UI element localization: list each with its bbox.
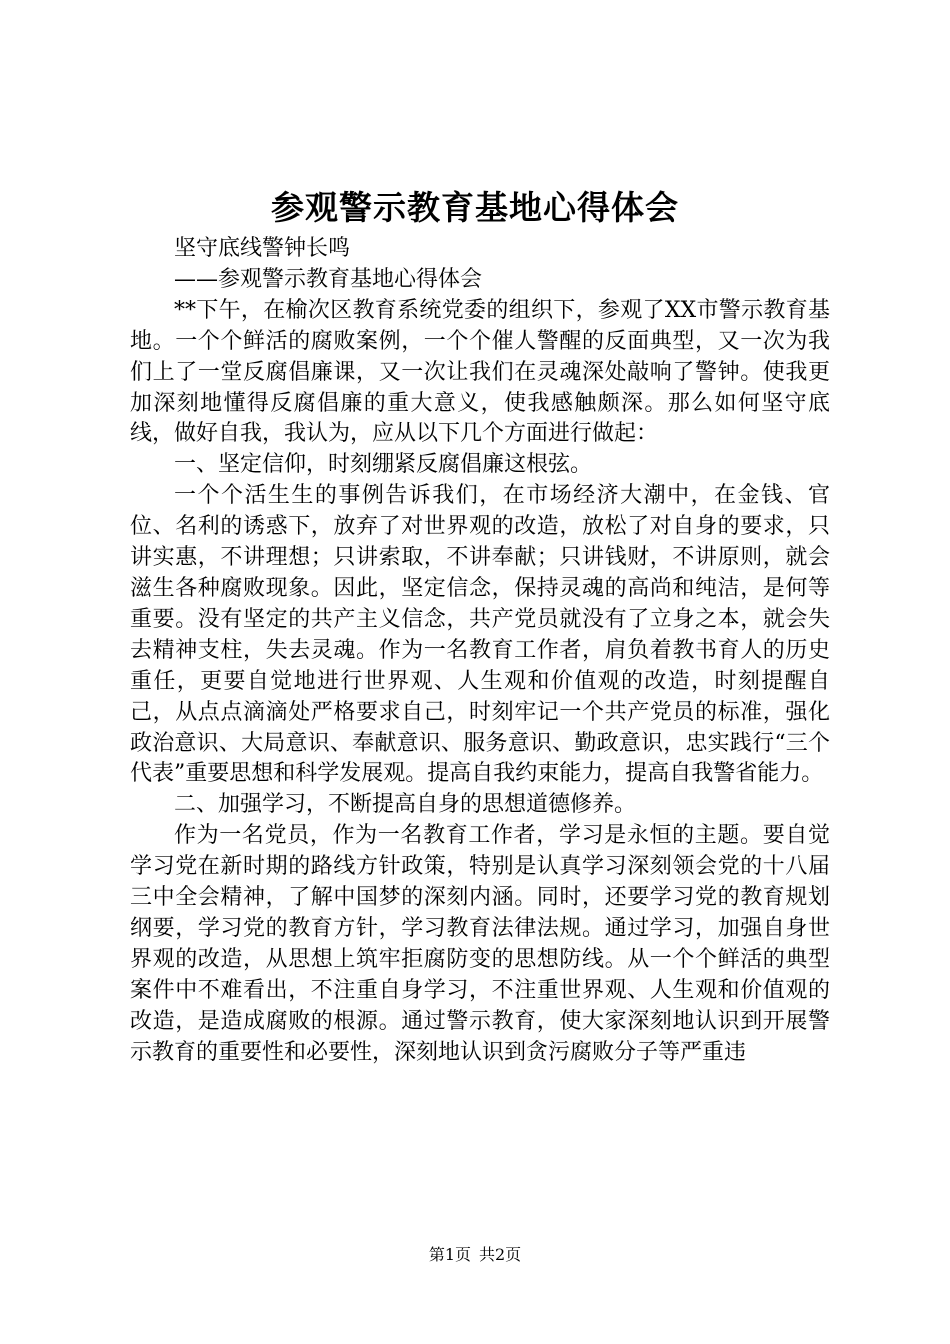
body-paragraph: 作为一名党员，作为一名教育工作者，学习是永恒的主题。要自觉学习党在新时期的路线方针政策，特别是认真学习深刻领会党的十八届三中全会精神，了解中国梦的深刻内涵。同时，还要学习党的教育规划纲要，学习党的教育方针，学习教育法律法规。通过学习，加强自身世界观的改造，从思想上筑牢拒腐防变的思想防线。从一个个鲜活的典型案件中不难看出，不注重自身学习，不注重世界观、人生观和价值观的改造，是造成腐败的根源。通过警示教育，使大家深刻地认识到开展警示教育的重要性和必要性，深刻地认识到贪污腐败分子等严重违 — [130, 823, 830, 1065]
page-footer — [0, 1243, 950, 1267]
section-heading: 二、加强学习，不断提高自身的思想道德修养。 — [174, 792, 637, 818]
page-number: 第1页 — [428, 1245, 471, 1264]
document-title: 参观警示教育基地心得体会 — [271, 188, 679, 227]
page-total: 共2页 — [479, 1245, 522, 1264]
section-heading: 一、坚定信仰，时刻绷紧反腐倡廉这根弦。 — [174, 452, 593, 478]
document-body — [130, 234, 830, 1068]
body-paragraph: **下午，在榆次区教育系统党委的组织下，参观了XX市警示教育基地。一个个鲜活的腐败案例，一个个催人警醒的反面典型，又一次为我们上了一堂反腐倡廉课，又一次让我们在灵魂深处敲响了警钟。使我更加深刻地懂得反腐倡廉的重大意义，使我感触颇深。那么如何坚守底线，做好自我，我认为，应从以下几个方面进行做起： — [130, 297, 830, 447]
body-paragraph: 一个个活生生的事例告诉我们，在市场经济大潮中，在金钱、官位、名利的诱惑下，放弃了对世界观的改造，放松了对自身的要求，只讲实惠，不讲理想；只讲索取，不讲奉献；只讲钱财，不讲原则，就会滋生各种腐败现象。因此，坚定信念，保持灵魂的高尚和纯洁，是何等重要。没有坚定的共产主义信念，共产党员就没有了立身之本，就会失去精神支柱，失去灵魂。作为一名教育工作者，肩负着教书育人的历史重任，更要自觉地进行世界观、人生观和价值观的改造，时刻提醒自己，从点点滴滴处严格要求自己，时刻牢记一个共产党员的标准，强化政治意识、大局意识、奉献意识、服务意识、勤政意识，忠实践行“三个代表”重要思想和科学发展观。提高自我约束能力，提高自我警省能力。 — [130, 483, 830, 787]
subtitle-subline: ——参观警示教育基地心得体会 — [174, 266, 483, 292]
subtitle-line: 坚守底线警钟长鸣 — [174, 236, 351, 261]
